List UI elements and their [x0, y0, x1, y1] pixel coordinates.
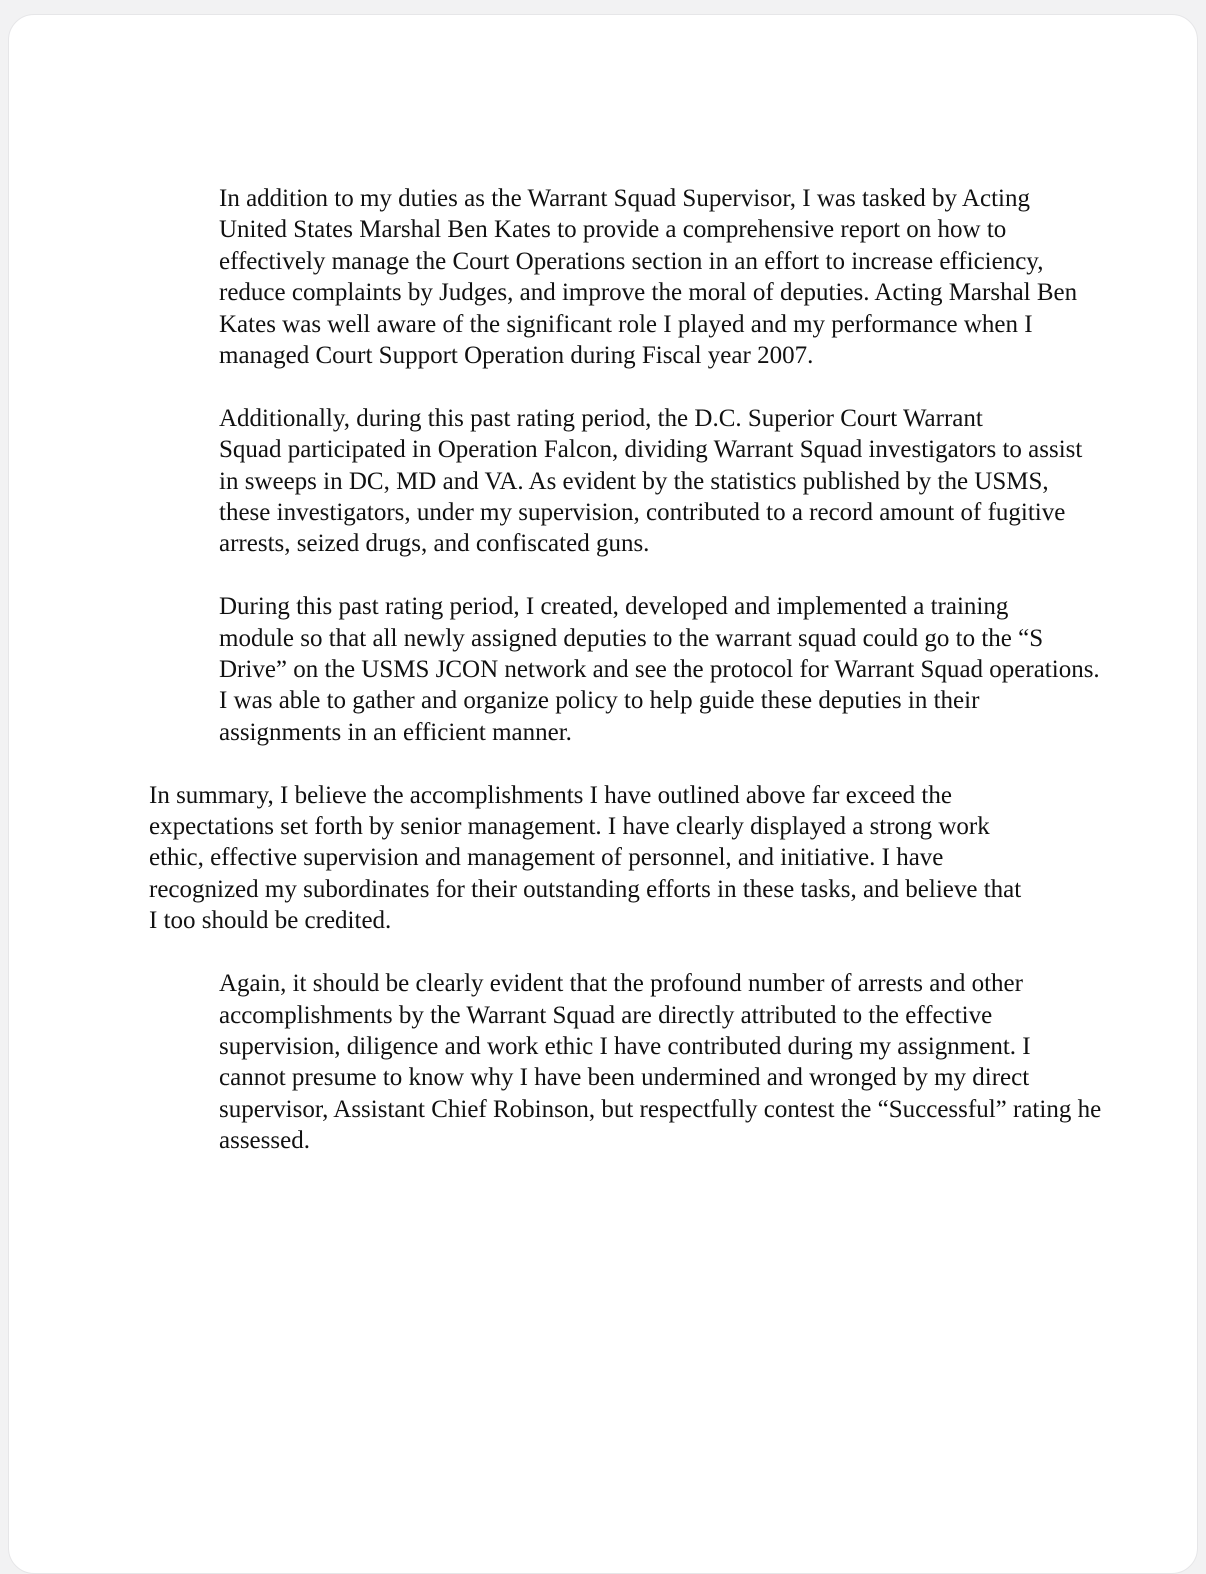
text-line: I too should be credited.: [149, 907, 392, 935]
text-line: in sweeps in DC, MD and VA. As evident by the statistics published by the USMS,: [219, 467, 1049, 495]
document-page: [8, 14, 1198, 1574]
text-line: Again, it should be clearly evident that the profound number of arrests and other: [219, 970, 1023, 998]
text-line: supervision, diligence and work ethic I have contributed during my assignment. I: [219, 1032, 1031, 1060]
text-line: assessed.: [219, 1127, 310, 1155]
text-line: supervisor, Assistant Chief Robinson, but respectfully contest the “Successful” rating he: [219, 1095, 1102, 1123]
text-line: Drive” on the USMS JCON network and see the protocol for Warrant Squad operations.: [219, 656, 1100, 684]
text-line: United States Marshal Ben Kates to provide a comprehensive report on how to: [219, 216, 1007, 244]
paragraph-1: [149, 183, 1124, 371]
text-line: recognized my subordinates for their outstanding efforts in these tasks, and believe that: [149, 875, 1022, 903]
text-line: assignments in an efficient manner.: [219, 718, 572, 746]
text-line: arrests, seized drugs, and confiscated guns.: [219, 530, 650, 558]
text-line: expectations set forth by senior management. I have clearly displayed a strong work: [149, 813, 990, 841]
text-line: I was able to gather and organize policy to help guide these deputies in their: [219, 687, 980, 715]
text-line: these investigators, under my supervision, contributed to a record amount of fugitive: [219, 499, 1066, 527]
text-line: managed Court Support Operation during Fiscal year 2007.: [219, 342, 814, 370]
paragraph-3: [149, 591, 1124, 748]
text-line: cannot presume to know why I have been undermined and wronged by my direct: [219, 1064, 1030, 1092]
text-line: effectively manage the Court Operations section in an effort to increase efficiency,: [219, 247, 1044, 275]
text-line: module so that all newly assigned deputies to the warrant squad could go to the “S: [219, 624, 1044, 652]
text-line: In addition to my duties as the Warrant Squad Supervisor, I was tasked by Acting: [219, 185, 1030, 212]
text-line: ethic, effective supervision and management of personnel, and initiative. I have: [149, 844, 944, 872]
text-line: reduce complaints by Judges, and improve the moral of deputies. Acting Marshal Ben: [219, 279, 1078, 307]
text-line: accomplishments by the Warrant Squad are directly attributed to the effective: [219, 1001, 993, 1029]
paragraph-5: [149, 968, 1124, 1156]
text-line: Kates was well aware of the significant role I played and my performance when I: [219, 310, 1033, 338]
paragraph-2: [149, 403, 1124, 560]
document-body: [149, 183, 1124, 1188]
text-line: Additionally, during this past rating period, the D.C. Superior Court Warrant: [219, 404, 983, 432]
paragraph-4: [149, 780, 1124, 937]
text-line: In summary, I believe the accomplishments I have outlined above far exceed the: [149, 781, 952, 809]
text-line: Squad participated in Operation Falcon, dividing Warrant Squad investigators to assist: [219, 436, 1083, 464]
text-line: During this past rating period, I created, developed and implemented a training: [219, 593, 1009, 621]
